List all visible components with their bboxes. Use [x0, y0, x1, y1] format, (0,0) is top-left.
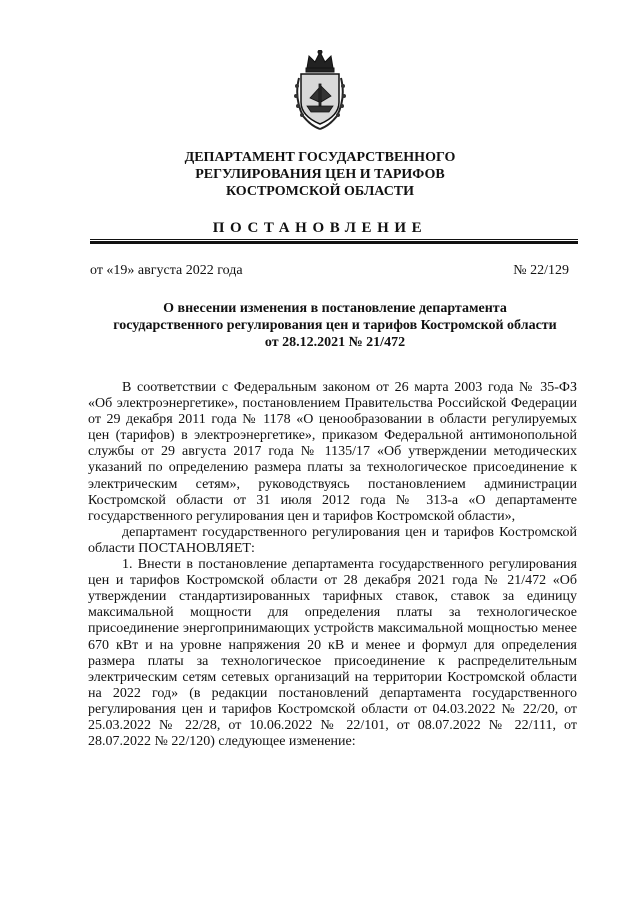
subject-line-2: государственного регулирования цен и тарифов Костромской области	[113, 318, 557, 333]
title-rule-thin	[90, 239, 578, 240]
document-subject	[70, 300, 600, 351]
subject-line-3: от 28.12.2021 № 21/472	[264, 335, 406, 350]
body-paragraph: В соответствии с Федеральным законом от 26 марта 2003 года № 35-ФЗ «Об электроэнергетике», постановлением Правительства Российской Федерации от 29 декабря 2011 года № 1178 «О ценообразовании в области регулируемых цен (тарифов) в электроэнергетике», приказом Федеральной антимонопольной службы от 29 августа 2017 года № 1135/17 «Об утверждении методических указаний по определению размера платы за технологическое присоединение к электрическим сетям», руководствуясь постановлением администрации Костромской области от 31 июля 2012 года № 313-а «О департаменте государственного регулирования цен и тарифов Костромской области»,	[88, 380, 577, 524]
department-line-3: КОСТРОМСКОЙ ОБЛАСТИ	[225, 184, 415, 199]
body-paragraph: департамент государственного регулирования цен и тарифов Костромской области ПОСТАНОВЛЯЕТ:	[88, 524, 577, 556]
document-date: от «19» августа 2022 года	[90, 263, 243, 278]
document-body	[88, 380, 577, 750]
document-type-title: ПОСТАНОВЛЕНИЕ	[212, 220, 428, 236]
title-rule-thick	[90, 241, 578, 244]
subject-line-1: О внесении изменения в постановление департамента	[163, 301, 507, 316]
body-paragraph: 1. Внести в постановление департамента государственного регулирования цен и тарифов Костромской области от 28 декабря 2021 года № 21/472 «Об утверждении стандартизированных тарифных ставок, ставок за единицу максимальной мощности для определения платы за технологическое присоединение энергопринимающих устройств максимальной мощностью менее 670 кВт и на уровне напряжения 20 кВ и менее и формул для определения размера платы за технологическое присоединение к распределительным электрическим сетям сетевых организаций на территории Костромской области на 2022 год» (в редакции постановлений департамента государственного регулирования цен и тарифов Костромской области от 04.03.2022 № 22/20, от 25.03.2022 № 22/28, от 10.06.2022 № 22/101, от 08.07.2022 № 22/111, от 28.07.2022 № 22/120) следующее изменение:	[88, 557, 577, 750]
department-line-1: ДЕПАРТАМЕНТ ГОСУДАРСТВЕННОГО	[184, 150, 456, 165]
department-line-2: РЕГУЛИРОВАНИЯ ЦЕН И ТАРИФОВ	[195, 167, 445, 182]
document-number: № 22/129	[513, 263, 569, 278]
department-heading	[0, 149, 640, 200]
coat-of-arms-emblem	[293, 50, 347, 132]
